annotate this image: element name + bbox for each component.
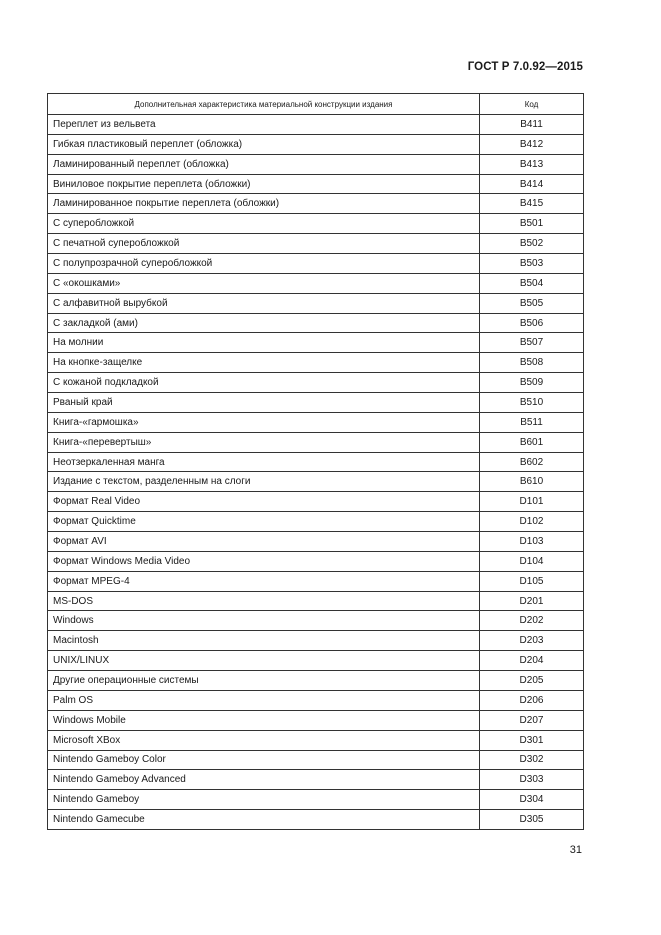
row-description: Windows Mobile [48,710,480,730]
row-description: С полупрозрачной суперобложкой [48,254,480,274]
table-row [48,313,584,333]
row-description: Формат Real Video [48,492,480,512]
row-code: D104 [480,551,584,571]
characteristics-table [47,93,584,830]
row-code: B511 [480,412,584,432]
row-description: Издание с текстом, разделенным на слоги [48,472,480,492]
row-code: B415 [480,194,584,214]
row-code: D302 [480,750,584,770]
table-row [48,571,584,591]
row-code: B506 [480,313,584,333]
table-row [48,234,584,254]
row-code: B507 [480,333,584,353]
row-description: UNIX/LINUX [48,651,480,671]
row-code: D202 [480,611,584,631]
table-row [48,611,584,631]
table-row [48,412,584,432]
table-row [48,154,584,174]
row-description: Другие операционные системы [48,671,480,691]
document-code: ГОСТ Р 7.0.92—2015 [467,61,583,73]
table-row [48,273,584,293]
row-description: Книга-«гармошка» [48,412,480,432]
row-code: B411 [480,115,584,135]
table-row [48,373,584,393]
table-row [48,353,584,373]
row-code: B601 [480,432,584,452]
row-description: Неотзеркаленная манга [48,452,480,472]
table-row [48,710,584,730]
row-code: B502 [480,234,584,254]
row-description: Nintendo Gameboy Advanced [48,770,480,790]
table-row [48,730,584,750]
row-description: Переплет из вельвета [48,115,480,135]
row-description: Windows [48,611,480,631]
table-row [48,690,584,710]
row-description: С суперобложкой [48,214,480,234]
table-row [48,134,584,154]
row-description: С кожаной подкладкой [48,373,480,393]
table-row [48,770,584,790]
row-description: Виниловое покрытие переплета (обложки) [48,174,480,194]
row-description: Гибкая пластиковый переплет (обложка) [48,134,480,154]
row-code: D301 [480,730,584,750]
table-row [48,810,584,830]
row-code: B610 [480,472,584,492]
row-description: Microsoft XBox [48,730,480,750]
row-code: B509 [480,373,584,393]
row-description: Macintosh [48,631,480,651]
row-code: B413 [480,154,584,174]
row-code: D304 [480,790,584,810]
row-code: D102 [480,512,584,532]
table-row [48,512,584,532]
row-code: D206 [480,690,584,710]
table-row [48,790,584,810]
table-row [48,293,584,313]
row-code: D105 [480,571,584,591]
row-code: B602 [480,452,584,472]
table-header-row [48,94,584,115]
row-description: Nintendo Gameboy [48,790,480,810]
table-row [48,671,584,691]
table-row [48,452,584,472]
row-description: Nintendo Gamecube [48,810,480,830]
row-description: С «окошками» [48,273,480,293]
row-code: B412 [480,134,584,154]
table-row [48,333,584,353]
row-code: D207 [480,710,584,730]
table-row [48,591,584,611]
row-code: B414 [480,174,584,194]
row-description: Рваный край [48,393,480,413]
table-body [48,115,584,830]
page-number: 31 [569,844,582,856]
row-code: D305 [480,810,584,830]
row-code: B501 [480,214,584,234]
row-description: Формат AVI [48,532,480,552]
table-row [48,393,584,413]
row-description: С печатной суперобложкой [48,234,480,254]
row-description: На кнопке-защелке [48,353,480,373]
row-code: B508 [480,353,584,373]
table-row [48,194,584,214]
table-row [48,115,584,135]
table-row [48,651,584,671]
row-code: B510 [480,393,584,413]
table-row [48,432,584,452]
row-description: С закладкой (ами) [48,313,480,333]
table-row [48,174,584,194]
row-code: D101 [480,492,584,512]
row-description: Ламинированный переплет (обложка) [48,154,480,174]
row-description: Книга-«перевертыш» [48,432,480,452]
table-row [48,532,584,552]
row-code: D201 [480,591,584,611]
table-row [48,472,584,492]
row-description: Palm OS [48,690,480,710]
column-header-code: Код [480,94,584,115]
table-row [48,214,584,234]
row-code: D203 [480,631,584,651]
row-description: На молнии [48,333,480,353]
row-code: D204 [480,651,584,671]
row-code: D103 [480,532,584,552]
table-row [48,492,584,512]
row-description: Формат Quicktime [48,512,480,532]
row-description: Формат MPEG-4 [48,571,480,591]
row-code: B504 [480,273,584,293]
row-code: D205 [480,671,584,691]
column-header-description: Дополнительная характеристика материальной конструкции издания [48,94,480,115]
row-description: MS-DOS [48,591,480,611]
table-row [48,631,584,651]
table-row [48,750,584,770]
row-description: С алфавитной вырубкой [48,293,480,313]
row-code: D303 [480,770,584,790]
row-description: Формат Windows Media Video [48,551,480,571]
table-row [48,254,584,274]
row-code: B503 [480,254,584,274]
row-code: B505 [480,293,584,313]
table-row [48,551,584,571]
row-description: Nintendo Gameboy Color [48,750,480,770]
row-description: Ламинированное покрытие переплета (обложки) [48,194,480,214]
